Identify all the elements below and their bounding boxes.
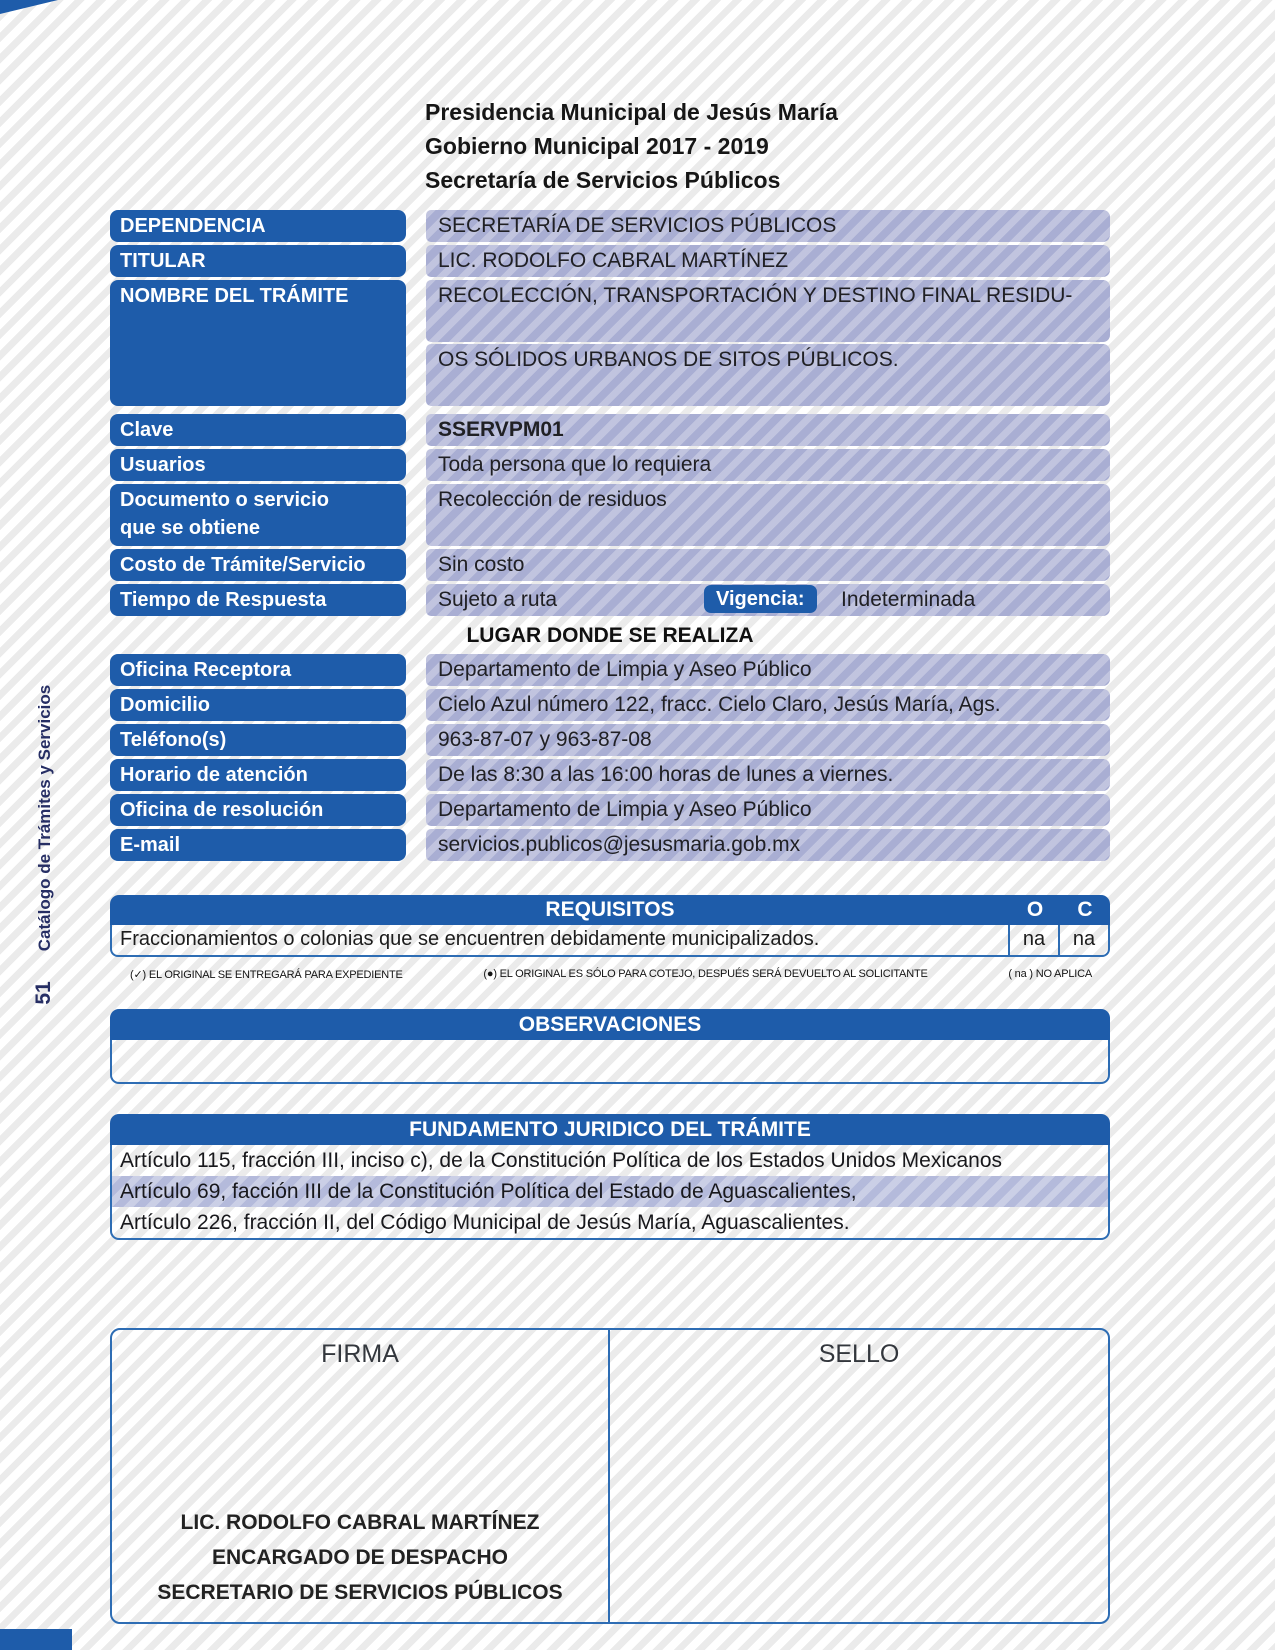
firma-cell <box>112 1330 610 1622</box>
requisito-cell-c: na <box>1058 925 1108 955</box>
row-usuarios <box>110 449 1110 481</box>
legend-item-no-aplica <box>1008 968 1092 981</box>
row-costo <box>110 549 1110 581</box>
signature-name: LIC. RODOLFO CABRAL MARTÍNEZ <box>180 1511 540 1534</box>
requisitos-legend <box>110 968 1110 981</box>
row-label-line1: Documento o servicio <box>120 489 329 511</box>
row-label: Teléfono(s) <box>110 724 406 756</box>
sello-cell <box>610 1330 1108 1622</box>
row-dependencia <box>110 210 1110 242</box>
signature-block <box>157 1505 562 1610</box>
observaciones-content <box>110 1040 1110 1084</box>
requisitos-title: REQUISITOS <box>545 898 675 921</box>
row-label: Usuarios <box>110 449 406 481</box>
row-value: De las 8:30 a las 16:00 horas de lunes a viernes. <box>426 759 1110 791</box>
header-line-presidencia: Presidencia Municipal de Jesús María <box>425 99 838 125</box>
row-label: Oficina Receptora <box>110 654 406 686</box>
fundamento-item: Artículo 226, fracción II, del Código Municipal de Jesús María, Aguascalientes. <box>120 1211 850 1234</box>
legend-text: EL ORIGINAL ES SÓLO PARA COTEJO, DESPUÉS SERÁ DEVUELTO AL SOLICITANTE <box>499 968 928 980</box>
row-telefonos <box>110 724 1110 756</box>
row-label-line2: que se obtiene <box>120 517 261 539</box>
fundamento-section <box>110 1114 1110 1240</box>
tiempo-value: Sujeto a ruta <box>438 588 558 611</box>
row-tiempo-respuesta <box>110 584 1110 616</box>
firma-sello-box <box>110 1328 1110 1624</box>
row-label: Oficina de resolución <box>110 794 406 826</box>
requisitos-section <box>110 895 1110 957</box>
header-line-gobierno: Gobierno Municipal 2017 - 2019 <box>425 133 769 159</box>
vigencia-value: Indeterminada <box>841 588 976 611</box>
column-header-c: C <box>1077 898 1093 921</box>
row-value: Sin costo <box>426 549 1110 581</box>
row-horario <box>110 759 1110 791</box>
row-label: E-mail <box>110 829 406 861</box>
fundamento-body <box>110 1145 1110 1240</box>
row-value-stack <box>426 280 1110 406</box>
requisito-cell-o: na <box>1008 925 1058 955</box>
row-label: Domicilio <box>110 689 406 721</box>
info-table <box>110 210 1110 861</box>
row-value: Departamento de Limpia y Aseo Público <box>426 794 1110 826</box>
row-label: Costo de Trámite/Servicio <box>110 549 406 581</box>
row-value: Cielo Azul número 122, fracc. Cielo Claro, Jesús María, Ags. <box>426 689 1110 721</box>
row-documento-servicio <box>110 484 1110 546</box>
row-value: LIC. RODOLFO CABRAL MARTÍNEZ <box>426 245 1110 277</box>
legend-item-original-cotejo <box>483 968 927 981</box>
row-nombre-tramite <box>110 280 1110 406</box>
row-label: TITULAR <box>110 245 406 277</box>
lugar-section-heading: LUGAR DONDE SE REALIZA <box>466 624 754 647</box>
observaciones-section <box>110 1009 1110 1084</box>
row-label <box>110 484 406 546</box>
column-header-o: O <box>1026 898 1044 921</box>
top-left-corner-decoration <box>0 0 58 14</box>
row-value: Toda persona que lo requiera <box>426 449 1110 481</box>
document-header <box>425 95 1110 197</box>
row-clave <box>110 414 1110 446</box>
na-symbol: ( na ) <box>1008 968 1033 980</box>
row-value: Recolección de residuos <box>426 484 1110 546</box>
row-label: Horario de atención <box>110 759 406 791</box>
requisito-text: Fraccionamientos o colonias que se encuentren debidamente municipalizados. <box>120 928 820 950</box>
fundamento-item: Artículo 69, facción III de la Constitución Política del Estado de Aguascalientes, <box>112 1176 1108 1207</box>
row-value-line2: OS SÓLIDOS URBANOS DE SITOS PÚBLICOS. <box>426 344 1110 406</box>
sello-title: SELLO <box>818 1340 900 1368</box>
bullet-symbol: (●) <box>483 968 497 980</box>
requisitos-row <box>110 925 1110 957</box>
legend-text: NO APLICA <box>1035 968 1092 980</box>
signature-role2: SECRETARIO DE SERVICIOS PÚBLICOS <box>157 1581 563 1604</box>
row-oficina-resolucion <box>110 794 1110 826</box>
row-value-line1: RECOLECCIÓN, TRANSPORTACIÓN Y DESTINO FINAL RESIDU- <box>426 280 1110 342</box>
row-titular <box>110 245 1110 277</box>
row-oficina-receptora <box>110 654 1110 686</box>
main-content <box>110 0 1110 1624</box>
row-value <box>426 584 1110 616</box>
row-value: servicios.publicos@jesusmaria.gob.mx <box>426 829 1110 861</box>
row-label: DEPENDENCIA <box>110 210 406 242</box>
row-value: 963-87-07 y 963-87-08 <box>426 724 1110 756</box>
bottom-left-corner-decoration <box>0 1629 72 1650</box>
legend-item-original-expediente <box>130 968 403 981</box>
check-symbol: (✓) <box>130 969 146 981</box>
row-label: NOMBRE DEL TRÁMITE <box>110 280 406 406</box>
signature-role1: ENCARGADO DE DESPACHO <box>212 1546 508 1569</box>
observaciones-title: OBSERVACIONES <box>110 1009 1110 1040</box>
row-value: SECRETARÍA DE SERVICIOS PÚBLICOS <box>426 210 1110 242</box>
row-value: SSERVPM01 <box>426 414 1110 446</box>
header-line-secretaria: Secretaría de Servicios Públicos <box>425 167 781 193</box>
row-label: Tiempo de Respuesta <box>110 584 406 616</box>
page-number: 51 <box>32 981 55 1005</box>
legend-text: EL ORIGINAL SE ENTREGARÁ PARA EXPEDIENTE <box>148 969 403 981</box>
firma-title: FIRMA <box>321 1340 399 1368</box>
row-label: Clave <box>110 414 406 446</box>
fundamento-title: FUNDAMENTO JURIDICO DEL TRÁMITE <box>110 1114 1110 1145</box>
row-email <box>110 829 1110 861</box>
vigencia-label: Vigencia: <box>704 585 817 613</box>
row-value: Departamento de Limpia y Aseo Público <box>426 654 1110 686</box>
row-domicilio <box>110 689 1110 721</box>
fundamento-item: Artículo 115, fracción III, inciso c), de la Constitución Política de los Estados Unidos Mexicanos <box>120 1149 1003 1172</box>
sidebar-catalog-title: Catálogo de Trámites y Servicios <box>35 684 54 952</box>
requisitos-header <box>110 895 1110 925</box>
